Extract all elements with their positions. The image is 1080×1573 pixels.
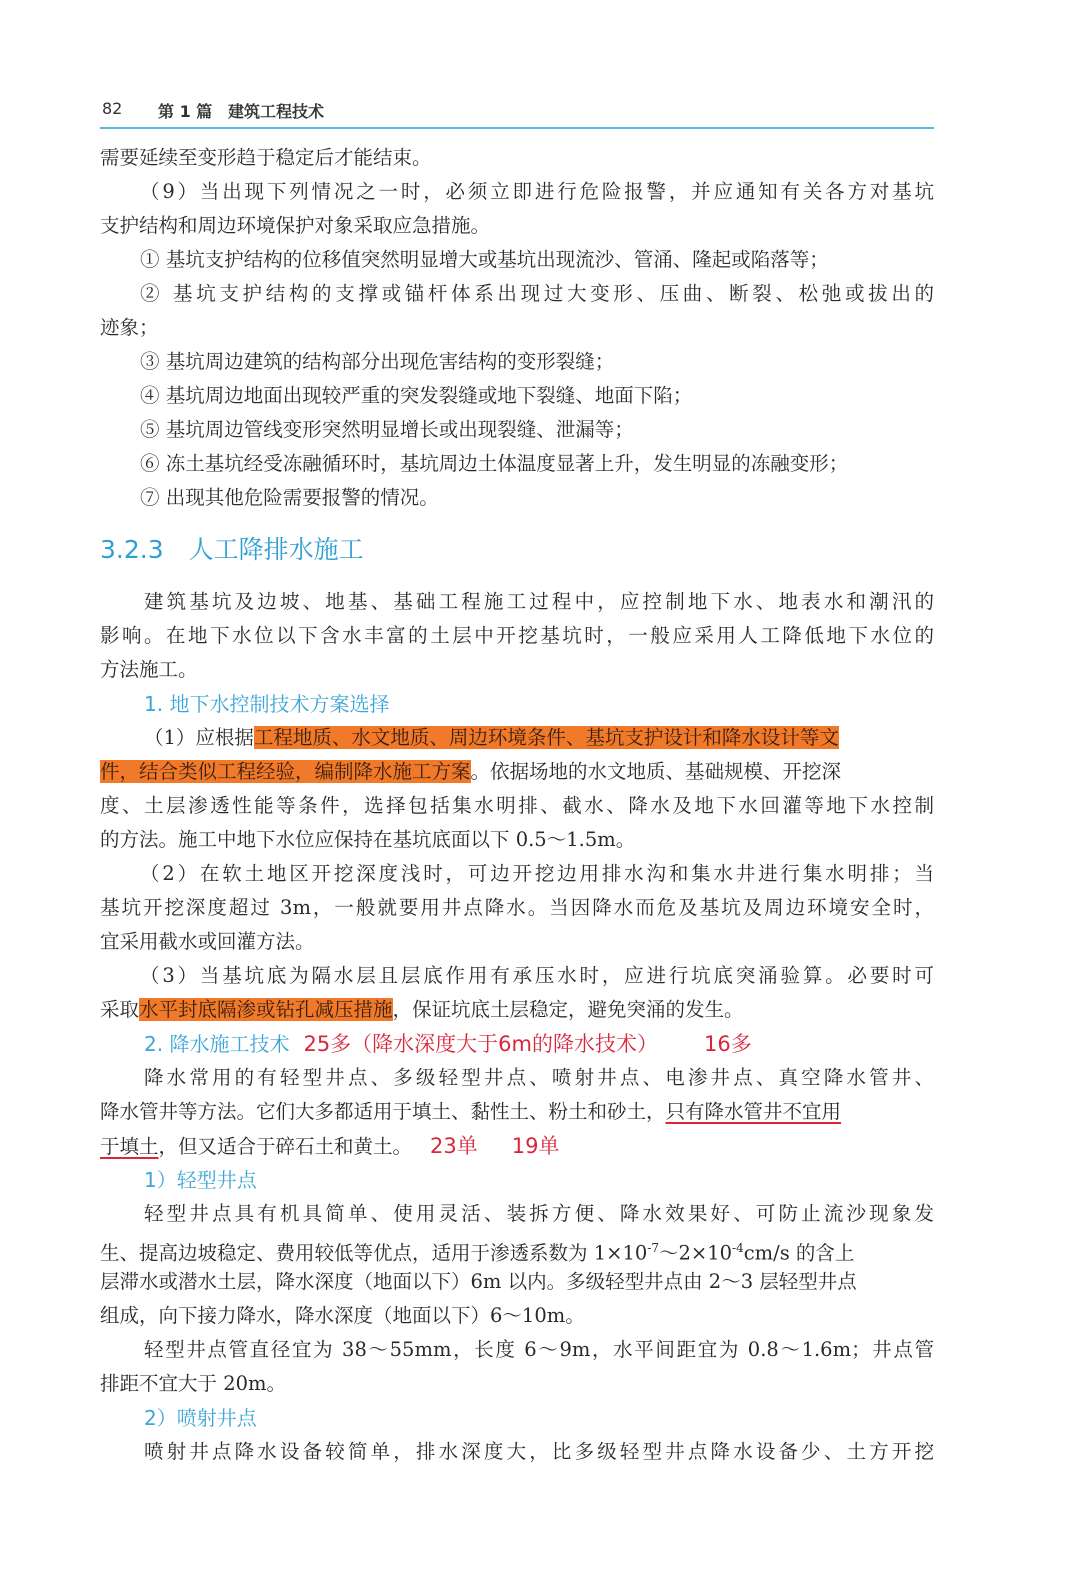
text-line: 降水常用的有轻型井点、多级轻型井点、喷射井点、电渗井点、真空降水管井、 xyxy=(144,1066,934,1089)
text-span: cm/s 的含上 xyxy=(743,1241,855,1265)
highlighted-text: 工程地质、水文地质、周边环境条件、基坑支护设计和降水设计等文 xyxy=(253,726,839,749)
list-item: ⑥ 冻土基坑经受冻融循环时，基坑周边土体温度显著上升，发生明显的冻融变形； xyxy=(140,452,849,475)
subsection-heading: 2. 降水施工技术 xyxy=(144,1032,290,1056)
text-span: ，但又适合于碎石土和黄土。 xyxy=(158,1135,413,1158)
text-line: （9）当出现下列情况之一时，必须立即进行危险报警，并应通知有关各方对基坑 xyxy=(140,180,934,203)
list-item: ② 基坑支护结构的支撑或锚杆体系出现过大变形、压曲、断裂、松弛或拔出的 xyxy=(140,282,934,305)
handwritten-note: 23单 xyxy=(430,1134,478,1158)
text-line: 建筑基坑及边坡、地基、基础工程施工过程中，应控制地下水、地表水和潮汛的 xyxy=(144,590,934,613)
text-line: 支护结构和周边环境保护对象采取应急措施。 xyxy=(100,214,491,237)
underlined-text: 于填土 xyxy=(100,1135,159,1158)
text-line xyxy=(100,1129,934,1163)
text-line: 的方法。施工中地下水位应保持在基坑底面以下 0.5～1.5m。 xyxy=(100,828,636,851)
subsection-heading-line xyxy=(100,1027,934,1061)
text-line: 轻型井点管直径宜为 38～55mm，长度 6～9m，水平间距宜为 0.8～1.6m；井点管 xyxy=(144,1338,934,1361)
text-line: 轻型井点具有机具简单、使用灵活、装拆方便、降水效果好、可防止流沙现象发 xyxy=(144,1202,934,1225)
text-line: 排距不宜大于 20m。 xyxy=(100,1372,287,1395)
text-line: 需要延续至变形趋于稳定后才能结束。 xyxy=(100,146,432,169)
text-span: ，保证坑底土层稳定，避免突涌的发生。 xyxy=(392,998,744,1021)
highlighted-text: 水平封底隔渗或钻孔减压措施 xyxy=(139,998,393,1021)
list-item: ③ 基坑周边建筑的结构部分出现危害结构的变形裂缝； xyxy=(140,350,615,373)
text-span: 。依据场地的水文地质、基础规模、开挖深 xyxy=(470,760,842,783)
text-span: 降水管井等方法。它们大多都适用于填土、黏性土、粉土和砂土， xyxy=(100,1100,666,1123)
section-heading: 3.2.3 人工降排水施工 xyxy=(100,535,364,564)
subsection-heading: 1. 地下水控制技术方案选择 xyxy=(144,692,390,716)
underlined-text: 只有降水管井不宜用 xyxy=(665,1100,842,1123)
superscript: -7 xyxy=(647,1241,659,1255)
text-span: （1）应根据 xyxy=(144,726,254,749)
text-line xyxy=(100,721,934,755)
list-item: ⑦ 出现其他危险需要报警的情况。 xyxy=(140,486,439,509)
text-line xyxy=(100,1095,934,1129)
page-number: 82 xyxy=(102,99,123,118)
text-span: 生、提高边坡稳定、费用较低等优点，适用于渗透系数为 1×10 xyxy=(100,1241,648,1265)
text-line: 迹象； xyxy=(100,316,159,339)
list-item: ④ 基坑周边地面出现较严重的突发裂缝或地下裂缝、地面下陷； xyxy=(140,384,693,407)
handwritten-note: 16多 xyxy=(704,1032,752,1056)
handwritten-note: 25多（降水深度大于6m的降水技术） xyxy=(303,1032,658,1056)
text-line: （2）在软土地区开挖深度浅时，可边开挖边用排水沟和集水井进行集水明排；当 xyxy=(140,862,934,885)
text-line: 组成，向下接力降水，降水深度（地面以下）6～10m。 xyxy=(100,1304,585,1327)
text-span: 采取 xyxy=(100,998,140,1021)
book-title: 建筑工程技术 xyxy=(228,102,325,121)
part-label: 第 1 篇 xyxy=(158,102,213,121)
subsection-heading: 1）轻型井点 xyxy=(144,1168,257,1192)
list-item: ⑤ 基坑周边管线变形突然明显增长或出现裂缝、泄漏等； xyxy=(140,418,634,441)
text-line: 方法施工。 xyxy=(100,658,198,681)
text-line: 影响。在地下水位以下含水丰富的土层中开挖基坑时，一般应采用人工降低地下水位的 xyxy=(100,624,934,647)
text-line: 层滞水或潜水土层，降水深度（地面以下）6m 以内。多级轻型井点由 2～3 层轻型井点 xyxy=(100,1270,857,1293)
handwritten-note: 19单 xyxy=(511,1134,560,1158)
text-line: 宜采用截水或回灌方法。 xyxy=(100,930,315,953)
text-line xyxy=(100,1231,934,1265)
page-header xyxy=(100,97,934,127)
text-span: ～2×10 xyxy=(658,1241,733,1265)
text-line: 度、土层渗透性能等条件，选择包括集水明排、截水、降水及地下水回灌等地下水控制 xyxy=(100,794,934,817)
superscript: -4 xyxy=(732,1241,744,1255)
header-divider xyxy=(100,127,934,129)
text-line xyxy=(100,755,934,789)
subsection-heading: 2）喷射井点 xyxy=(144,1406,257,1430)
list-item: ① 基坑支护结构的位移值突然明显增大或基坑出现流沙、管涌、隆起或陷落等； xyxy=(140,248,829,271)
highlighted-text: 件，结合类似工程经验，编制降水施工方案 xyxy=(100,760,471,783)
text-line: （3）当基坑底为隔水层且层底作用有承压水时，应进行坑底突涌验算。必要时可 xyxy=(140,964,934,987)
text-line: 基坑开挖深度超过 3m，一般就要用井点降水。当因降水而危及基坑及周边环境安全时， xyxy=(100,896,934,919)
text-line: 喷射井点降水设备较简单，排水深度大，比多级轻型井点降水设备少、土方开挖 xyxy=(144,1440,934,1463)
page-body xyxy=(100,141,934,1469)
text-line xyxy=(100,993,934,1027)
